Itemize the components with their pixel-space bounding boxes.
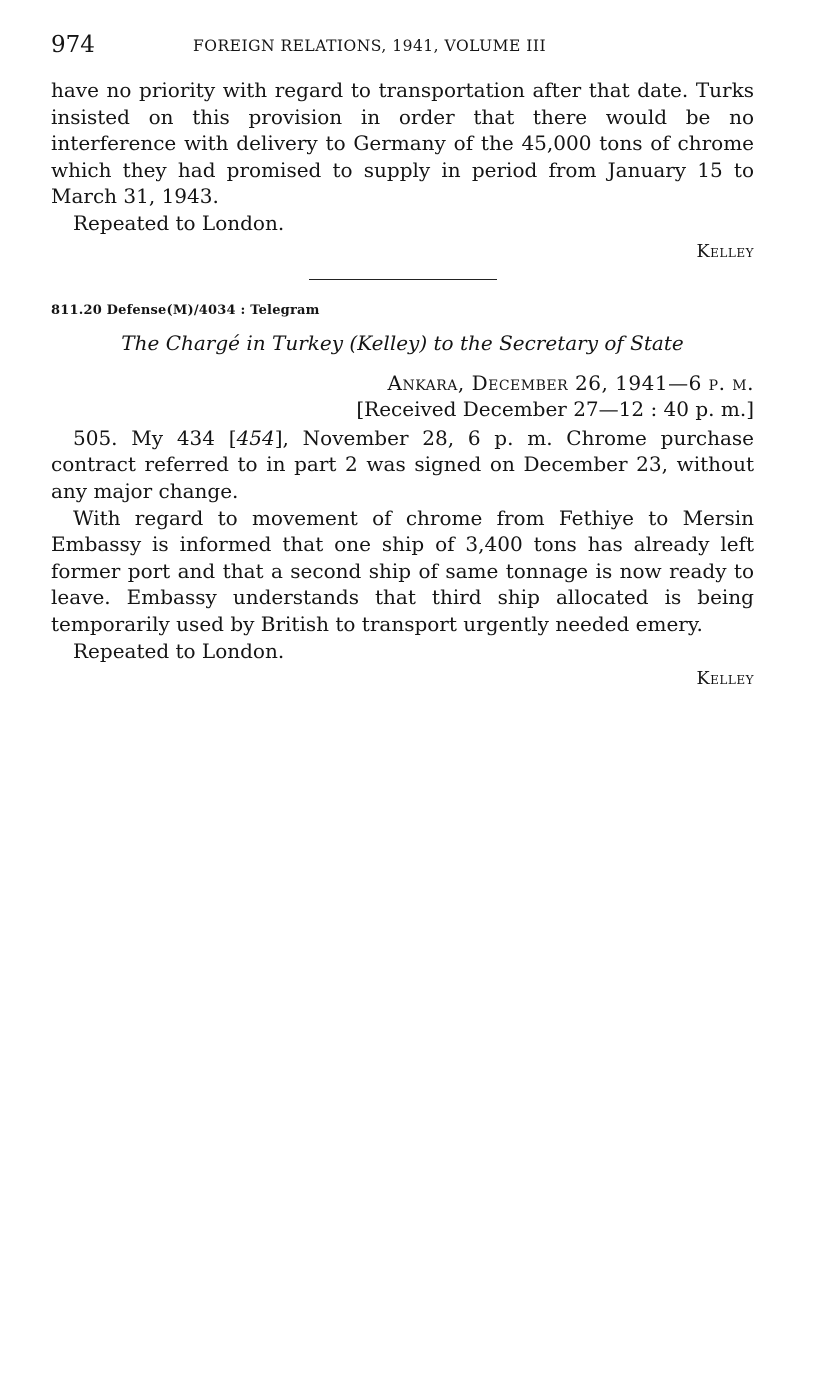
telegram-paragraph-2: With regard to movement of chrome from Fethiye to Mersin Embassy is informed that one ship of 3,400 tons has already left former port and that a second ship of same tonnage is now ready to leave. Embassy understands that third ship allocated is being temporarily used by British to transport urgently needed emery. xyxy=(51,505,754,636)
file-reference: 811.20 Defense(M)/4034 : Telegram xyxy=(51,302,320,318)
section-divider xyxy=(309,279,497,280)
page-header xyxy=(51,30,754,60)
telegram-paragraph-1 xyxy=(51,425,754,505)
document-page xyxy=(51,30,754,692)
dateline-block xyxy=(51,370,754,423)
continuation-signature: Kelley xyxy=(696,241,754,262)
telegram-repeated: Repeated to London. xyxy=(73,638,285,663)
received-line: [Received December 27—12 : 40 p. m.] xyxy=(356,397,754,422)
para1-bracket-number: 454 xyxy=(236,425,275,450)
para1-rest: ], November 28, 6 p. m. Chrome purchase contract referred to in part 2 was signed on December 23, without any major change. xyxy=(51,425,755,503)
telegram-body xyxy=(51,425,754,664)
continuation-block xyxy=(51,77,754,237)
document-title: The Chargé in Turkey (Kelley) to the Secretary of State xyxy=(121,330,684,355)
para1-start: 505. My 434 [ xyxy=(73,425,237,450)
page-number: 974 xyxy=(51,32,95,58)
telegram-signature: Kelley xyxy=(696,669,754,690)
running-head: FOREIGN RELATIONS, 1941, VOLUME III xyxy=(193,37,547,55)
dateline: Ankara, December 26, 1941—6 p. m. xyxy=(387,370,754,395)
continuation-paragraph: have no priority with regard to transportation after that date. Turks insisted on this provision in order that there would be no interference with delivery to Germany of the 45,000 tons of chrome which they had promised to supply in period from January 15 to March 31, 1943. xyxy=(51,78,754,209)
continuation-repeated: Repeated to London. xyxy=(73,210,285,235)
